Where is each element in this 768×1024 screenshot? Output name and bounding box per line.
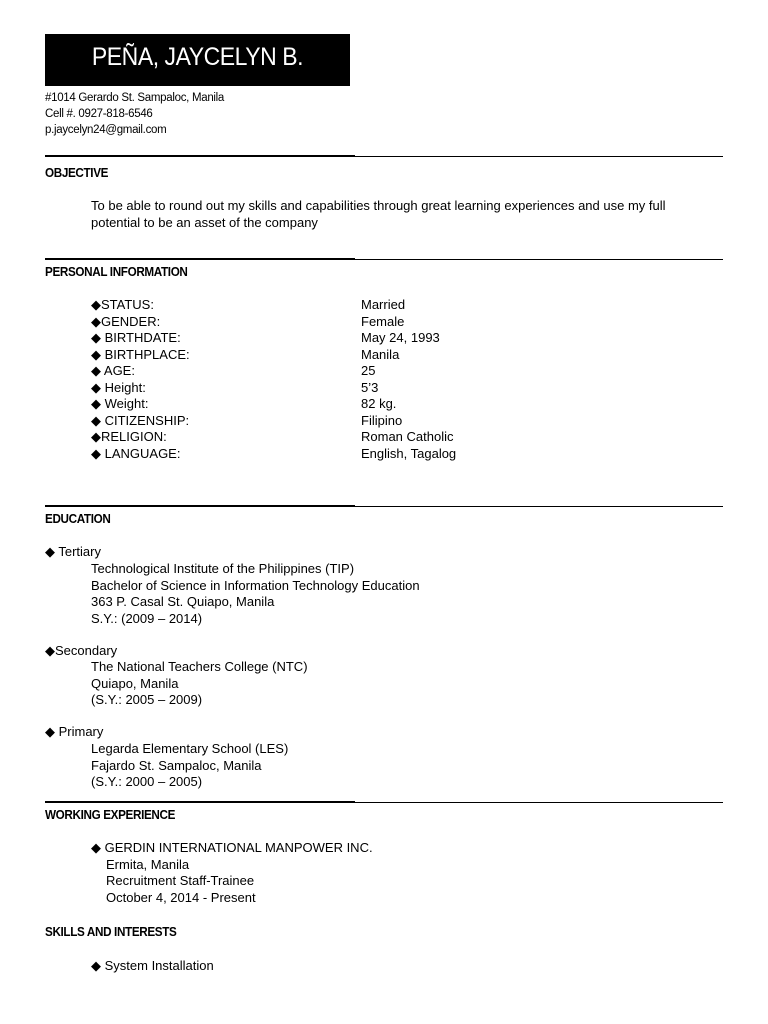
skill-item: ◆ System Installation [91, 958, 214, 973]
personal-label: ◆ LANGUAGE: [91, 445, 181, 461]
work-heading: WORKING EXPERIENCE [45, 807, 176, 822]
education-heading: EDUCATION [45, 511, 111, 526]
education-line: S.Y.: (2009 – 2014) [91, 610, 203, 626]
personal-label: ◆ BIRTHPLACE: [91, 346, 190, 362]
education-level-tertiary: ◆ Tertiary [45, 544, 101, 559]
education-line: Quiapo, Manila [91, 675, 179, 691]
personal-value: Female [361, 313, 405, 329]
objective-line: potential to be an asset of the company [91, 214, 318, 230]
education-secondary-details [91, 659, 308, 709]
personal-value: Married [361, 297, 406, 312]
objective-line: To be able to round out my skills and capabilities through great learning experiences and use my full [91, 198, 666, 213]
section-rule [355, 506, 723, 507]
personal-value: 82 kg. [361, 396, 397, 411]
personal-value: Manila [361, 346, 400, 362]
personal-value: Filipino [361, 412, 403, 428]
work-details [106, 857, 256, 907]
personal-label: ◆GENDER: [91, 313, 161, 329]
skills-heading: SKILLS AND INTERESTS [45, 924, 177, 939]
personal-label: ◆ Height: [91, 379, 146, 395]
work-line: Recruitment Staff-Trainee [106, 873, 255, 888]
section-rule [45, 155, 355, 157]
section-rule [45, 801, 355, 803]
personal-label: ◆ AGE: [91, 363, 135, 378]
education-level-secondary: ◆Secondary [45, 643, 118, 658]
section-rule [45, 258, 355, 260]
personal-label: ◆ CITIZENSHIP: [91, 412, 190, 428]
email: p.jaycelyn24@gmail.com [45, 124, 167, 136]
name-banner [45, 34, 350, 86]
personal-label: ◆ BIRTHDATE: [91, 330, 181, 345]
education-line: Bachelor of Science in Information Technology Education [91, 577, 420, 593]
education-line: Technological Institute of the Philippines (TIP) [91, 561, 355, 576]
personal-label: ◆ Weight: [91, 396, 149, 411]
personal-label: ◆STATUS: [91, 297, 154, 312]
personal-value: 25 [361, 363, 376, 378]
address: #1014 Gerardo St. Sampaloc, Manila [45, 92, 225, 104]
education-line: (S.Y.: 2000 – 2005) [91, 774, 203, 789]
personal-value: English, Tagalog [361, 445, 457, 461]
education-line: Fajardo St. Sampaloc, Manila [91, 757, 262, 773]
personal-label: ◆RELIGION: [91, 429, 167, 444]
applicant-name: PEÑA, JAYCELYN B. [91, 43, 304, 71]
objective-text [91, 198, 666, 231]
education-tertiary-details [91, 561, 420, 627]
education-level-primary: ◆ Primary [45, 724, 104, 739]
section-rule [355, 156, 723, 157]
personal-value: May 24, 1993 [361, 330, 440, 345]
education-primary-details [91, 741, 288, 791]
work-line: Ermita, Manila [106, 856, 190, 872]
personal-value: Roman Catholic [361, 429, 454, 444]
section-rule [45, 505, 355, 507]
section-rule [355, 259, 723, 260]
personal-value: 5’3 [361, 379, 379, 395]
education-line: (S.Y.: 2005 – 2009) [91, 692, 203, 707]
education-line: Legarda Elementary School (LES) [91, 741, 289, 756]
work-line: October 4, 2014 - Present [106, 889, 256, 905]
education-line: The National Teachers College (NTC) [91, 659, 308, 674]
objective-heading: OBJECTIVE [45, 165, 109, 180]
work-company: ◆ GERDIN INTERNATIONAL MANPOWER INC. [91, 840, 373, 855]
section-rule [355, 802, 723, 803]
cell-number: Cell #. 0927-818-6546 [45, 108, 153, 120]
personal-heading: PERSONAL INFORMATION [45, 264, 188, 279]
contact-block [45, 90, 224, 138]
education-line: 363 P. Casal St. Quiapo, Manila [91, 594, 275, 609]
